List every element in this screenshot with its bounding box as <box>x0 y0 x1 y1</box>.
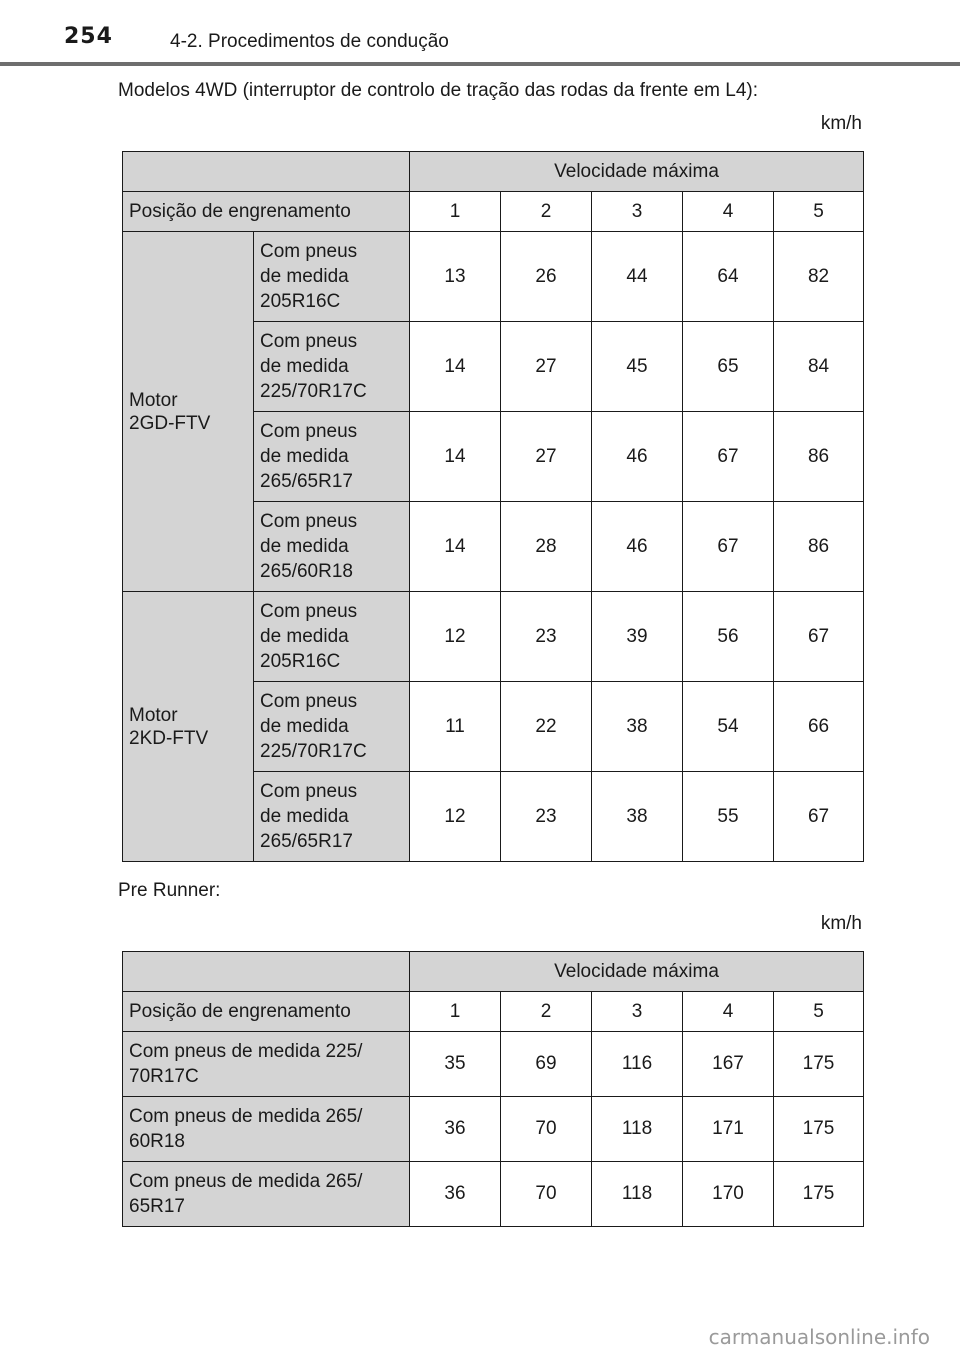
speed-value: 170 <box>683 1162 774 1227</box>
speed-value: 35 <box>410 1032 501 1097</box>
engine-label: Motor <box>129 389 178 411</box>
speed-value: 27 <box>501 412 592 502</box>
speed-value: 45 <box>592 322 683 412</box>
tire-size-label: Com pneus de medida 205R16C <box>254 232 410 322</box>
table-row <box>123 1032 864 1097</box>
watermark: carmanualsonline.info <box>708 1325 930 1349</box>
gear-5: 5 <box>774 992 864 1032</box>
speed-value: 39 <box>592 592 683 682</box>
speed-value: 38 <box>592 772 683 862</box>
gear-header-row <box>123 992 864 1032</box>
speed-value: 70 <box>501 1097 592 1162</box>
tire-size-label: Com pneus de medida 225/70R17C <box>254 322 410 412</box>
tire-size-label: Com pneus de medida 225/ 70R17C <box>123 1032 410 1097</box>
speed-value: 14 <box>410 502 501 592</box>
speed-value: 64 <box>683 232 774 322</box>
speed-value: 66 <box>774 682 864 772</box>
header-divider <box>0 62 960 66</box>
speed-value: 26 <box>501 232 592 322</box>
tire-size-label: Com pneus de medida 265/ 65R17 <box>123 1162 410 1227</box>
engine-label: Motor <box>129 704 178 726</box>
gear-3: 3 <box>592 192 683 232</box>
speed-value: 84 <box>774 322 864 412</box>
table-corner-cell <box>123 152 410 192</box>
gear-1: 1 <box>410 192 501 232</box>
engine-code: 2KD-FTV <box>129 727 209 749</box>
speed-value: 44 <box>592 232 683 322</box>
tire-size-label: Com pneus de medida 265/65R17 <box>254 772 410 862</box>
gear-position-label: Posição de engrenamento <box>123 992 410 1032</box>
speed-value: 69 <box>501 1032 592 1097</box>
gear-4: 4 <box>683 992 774 1032</box>
engine-2gd-ftv-cell <box>123 232 254 592</box>
tire-size-label: Com pneus de medida 225/70R17C <box>254 682 410 772</box>
speed-value: 14 <box>410 412 501 502</box>
speed-value: 23 <box>501 592 592 682</box>
table-row <box>123 1162 864 1227</box>
speed-value: 12 <box>410 772 501 862</box>
page-header <box>0 0 960 70</box>
engine-code: 2GD-FTV <box>129 412 211 434</box>
gear-1: 1 <box>410 992 501 1032</box>
gear-2: 2 <box>501 192 592 232</box>
speed-value: 14 <box>410 322 501 412</box>
gear-2: 2 <box>501 992 592 1032</box>
section-title: 4-2. Procedimentos de condução <box>170 31 449 52</box>
table-row <box>123 592 864 682</box>
section1-unit: km/h <box>820 113 862 134</box>
speed-value: 36 <box>410 1097 501 1162</box>
tire-size-label: Com pneus de medida 205R16C <box>254 592 410 682</box>
speed-value: 116 <box>592 1032 683 1097</box>
speed-value: 82 <box>774 232 864 322</box>
table-header-row <box>123 152 864 192</box>
speed-value: 46 <box>592 412 683 502</box>
gear-3: 3 <box>592 992 683 1032</box>
max-speed-table-pre-runner <box>122 951 864 1227</box>
speed-value: 175 <box>774 1162 864 1227</box>
speed-value: 67 <box>774 592 864 682</box>
speed-value: 46 <box>592 502 683 592</box>
section2-unit: km/h <box>820 913 862 934</box>
speed-value: 65 <box>683 322 774 412</box>
speed-value: 22 <box>501 682 592 772</box>
gear-5: 5 <box>774 192 864 232</box>
speed-value: 175 <box>774 1032 864 1097</box>
speed-value: 54 <box>683 682 774 772</box>
speed-value: 118 <box>592 1162 683 1227</box>
max-speed-header: Velocidade máxima <box>410 152 864 192</box>
speed-value: 118 <box>592 1097 683 1162</box>
max-speed-header: Velocidade máxima <box>410 952 864 992</box>
speed-value: 36 <box>410 1162 501 1227</box>
speed-value: 67 <box>774 772 864 862</box>
gear-position-label: Posição de engrenamento <box>123 192 410 232</box>
page-number: 254 <box>64 24 113 49</box>
tire-size-label: Com pneus de medida 265/60R18 <box>254 502 410 592</box>
speed-value: 13 <box>410 232 501 322</box>
speed-value: 28 <box>501 502 592 592</box>
table-header-row <box>123 952 864 992</box>
speed-value: 86 <box>774 502 864 592</box>
gear-4: 4 <box>683 192 774 232</box>
section1-caption: Modelos 4WD (interruptor de controlo de tração das rodas da frente em L4): <box>118 80 758 101</box>
speed-value: 67 <box>683 412 774 502</box>
speed-value: 56 <box>683 592 774 682</box>
speed-value: 171 <box>683 1097 774 1162</box>
speed-value: 23 <box>501 772 592 862</box>
speed-value: 38 <box>592 682 683 772</box>
speed-value: 27 <box>501 322 592 412</box>
engine-2kd-ftv-cell <box>123 592 254 862</box>
speed-value: 67 <box>683 502 774 592</box>
table-row <box>123 232 864 322</box>
tire-size-label: Com pneus de medida 265/ 60R18 <box>123 1097 410 1162</box>
section2-caption: Pre Runner: <box>118 880 221 901</box>
speed-value: 70 <box>501 1162 592 1227</box>
speed-value: 12 <box>410 592 501 682</box>
tire-size-label: Com pneus de medida 265/65R17 <box>254 412 410 502</box>
table-corner-cell <box>123 952 410 992</box>
speed-value: 86 <box>774 412 864 502</box>
speed-value: 11 <box>410 682 501 772</box>
max-speed-table-4wd <box>122 151 864 862</box>
speed-value: 55 <box>683 772 774 862</box>
speed-value: 167 <box>683 1032 774 1097</box>
table-row <box>123 1097 864 1162</box>
gear-header-row <box>123 192 864 232</box>
speed-value: 175 <box>774 1097 864 1162</box>
